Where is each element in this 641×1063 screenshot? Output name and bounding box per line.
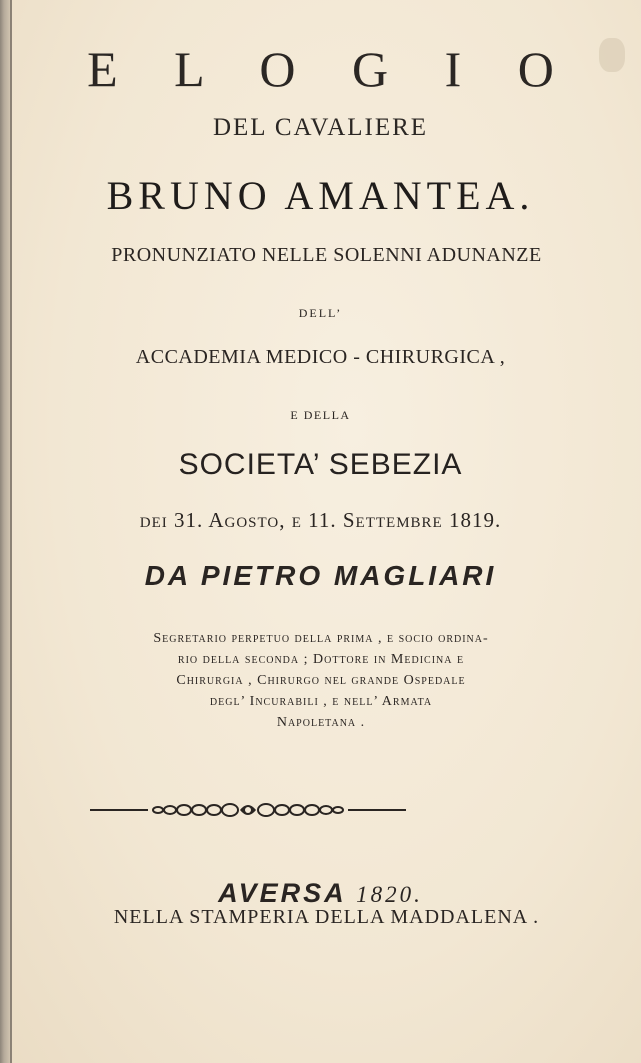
description-line: Napoletana .	[276, 715, 366, 730]
description-line: Segretario perpetuo della prima , e socio ordina-	[153, 631, 489, 646]
dates-line: dei 31. Agosto, e 11. Settembre 1819.	[139, 508, 502, 532]
imprint-city-line	[0, 878, 641, 909]
e-della-line: E DELLA	[290, 408, 351, 422]
description-line: Chirurgia , Chirurgo nel grande Ospedale	[176, 673, 466, 688]
honoree-name: BRUNO AMANTEA.	[106, 173, 535, 218]
printer-line: NELLA STAMPERIA DELLA MADDALENA .	[113, 906, 540, 928]
society-line: SOCIETA’ SEBEZIA	[178, 448, 463, 481]
document-subtitle: DEL CAVALIERE	[212, 114, 429, 141]
description-line: rio della seconda ; Dottore in Medicina e	[177, 652, 465, 667]
description-line: degl’ Incurabili , e nell’ Armata	[209, 694, 433, 709]
ornament-rule-icon	[88, 800, 408, 820]
author-description	[16, 628, 626, 733]
pronounced-line: PRONUNZIATO NELLE SOLENNI ADUNANZE	[111, 244, 542, 266]
year: 1820.	[356, 882, 423, 907]
dell-line: DELL’	[298, 306, 343, 320]
city: AVERSA	[218, 878, 346, 908]
document-title: E L O G I O	[87, 41, 576, 97]
author-line: DA PIETRO MAGLIARI	[144, 560, 497, 591]
academy-line: ACCADEMIA MEDICO - CHIRURGICA ,	[135, 346, 506, 368]
